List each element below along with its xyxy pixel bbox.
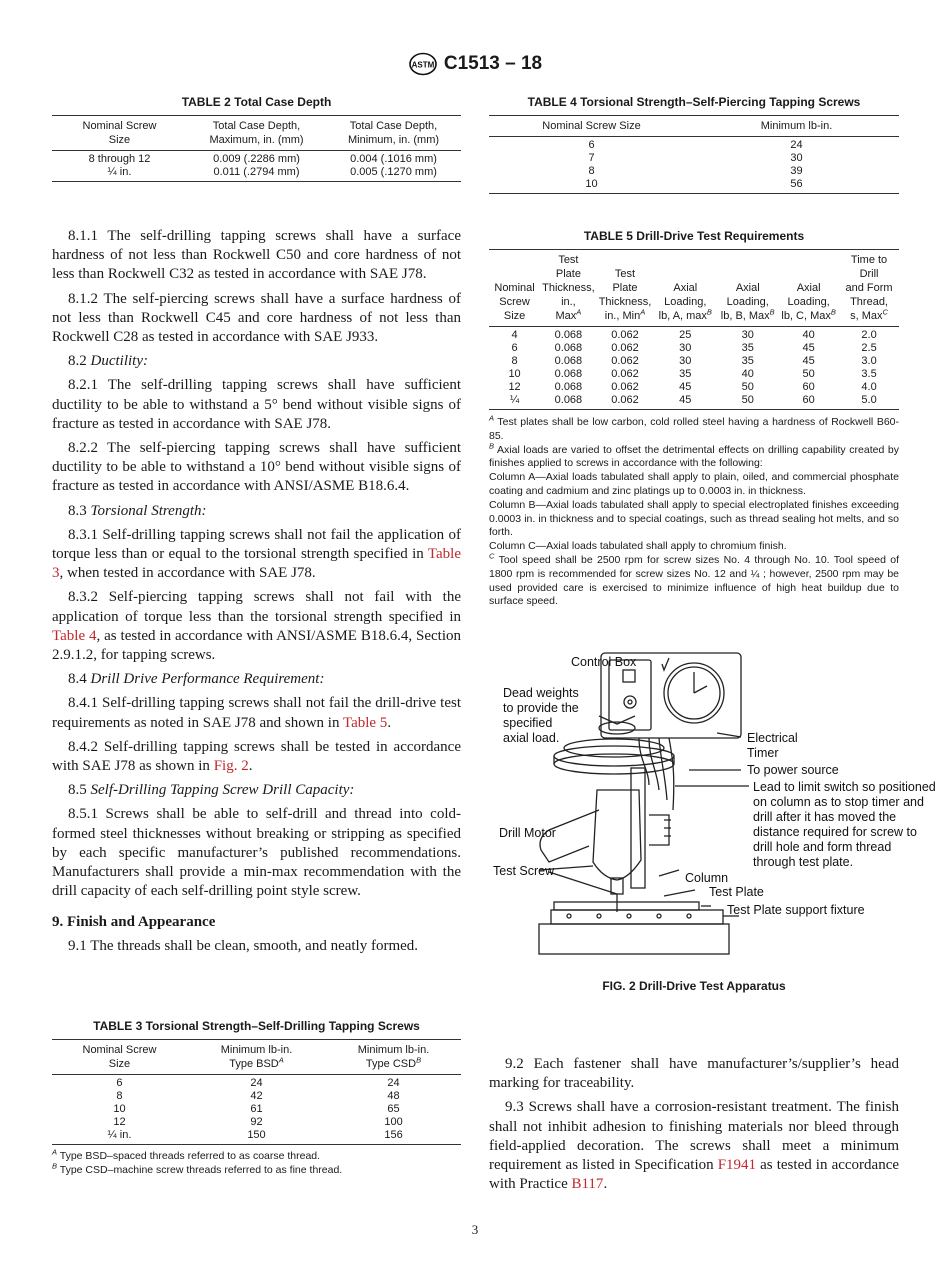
table-cell: 30 xyxy=(679,355,692,367)
paragraph-9-2: 9.2 Each fastener shall have manufacturer’s/supplier’s head marking for traceability. xyxy=(489,1056,899,1092)
table-cell: 0.068 xyxy=(540,394,597,410)
table-row xyxy=(52,1129,461,1145)
table-3-link[interactable]: Table 3 xyxy=(52,546,461,582)
f1941-link[interactable]: F1941 xyxy=(717,1157,757,1174)
table-3 xyxy=(52,1019,461,1178)
table-header-cell: Axial Loading, lb, C, Max$^B$ xyxy=(778,250,839,327)
page-number: 3 xyxy=(471,1222,479,1237)
limit-switch-label-1: Lead to limit switch so positioned xyxy=(753,780,936,794)
table-row xyxy=(489,355,899,368)
table-cell: 10 xyxy=(489,178,694,194)
table-cell: ¼ in. xyxy=(52,166,187,182)
drill-motor-shape xyxy=(593,790,641,880)
table-cell: 0.011 (.2794 mm) xyxy=(187,166,326,182)
table-cell: 0.062 xyxy=(611,329,639,341)
table-cell: 60 xyxy=(778,394,839,410)
table-row xyxy=(489,165,899,178)
paragraph-8-5-1: 8.5.1 Screws shall be able to self-drill and thread into cold-formed steel thicknesses without breaking or stripping as specified by each specific manufacturer’s published recommendations. Manufacturers shall provide a min-max recommendation with the drill capacity of each self-drilling point style screw. xyxy=(52,806,461,900)
table-cell: 30 xyxy=(679,342,692,354)
table-cell: 8 xyxy=(588,165,595,177)
astm-logo-icon xyxy=(408,52,438,76)
table-cell: 61 xyxy=(250,1103,263,1115)
table-cell: 50 xyxy=(717,394,778,410)
footnote-a: $^A$ Type BSD–spaced threads referred to as coarse thread. xyxy=(52,1147,321,1162)
table-row xyxy=(52,151,461,167)
table-cell: 12 xyxy=(508,381,521,393)
limit-switch-label-6: through test plate. xyxy=(753,855,854,869)
table-header-cell: Nominal Screw Size xyxy=(52,116,187,151)
table-row xyxy=(489,381,899,394)
table-header-cell: Nominal Screw Size xyxy=(489,250,540,327)
table-cell: 24 xyxy=(250,1077,263,1089)
table-header-cell: Nominal Screw Size xyxy=(489,116,694,137)
table-row xyxy=(489,368,899,381)
table-cell: 150 xyxy=(187,1129,326,1145)
table-cell: 10 xyxy=(508,368,521,380)
table-2-grid xyxy=(52,115,461,182)
table-4 xyxy=(489,95,899,194)
table-cell: 45 xyxy=(802,342,815,354)
table-cell: 12 xyxy=(113,1116,126,1128)
table-cell: 0.062 xyxy=(611,355,639,367)
table-cell: ¼ in. xyxy=(52,1129,187,1145)
table-header-cell: Minimum lb-in. Type $CSD^B$ xyxy=(326,1040,461,1075)
table-cell: 0.068 xyxy=(554,329,583,341)
right-column-text xyxy=(489,1055,899,1199)
table-cell: 0.062 xyxy=(611,368,639,380)
drill-drive-apparatus-diagram xyxy=(489,650,936,960)
table-4-caption: TABLE 4 Torsional Strength–Self-Piercing Tapping Screws xyxy=(527,95,861,109)
table-cell: 92 xyxy=(250,1116,263,1128)
table-cell: 60 xyxy=(802,381,815,393)
power-source-label: To power source xyxy=(747,763,839,777)
table-cell: 2.5 xyxy=(861,342,877,354)
table-cell: 30 xyxy=(741,329,754,341)
paragraph-8-1-2: 8.1.2 The self-piercing screws shall have a surface hardness of not less than Rockwell C45 and core hardness of not less than Rockwell C28 as tested in accordance with SAE J933. xyxy=(52,290,461,346)
table-cell: 65 xyxy=(387,1103,400,1115)
b117-link[interactable]: B117 xyxy=(571,1176,604,1193)
table-5-footnotes xyxy=(489,413,899,609)
table-row xyxy=(52,1075,461,1091)
table-cell: 3.0 xyxy=(861,355,877,367)
table-cell: 8 through 12 xyxy=(88,153,151,165)
table-5-grid xyxy=(489,249,899,410)
control-box-label: Control Box xyxy=(571,655,637,669)
table-cell: 35 xyxy=(741,355,754,367)
table-header-cell: Test Plate Thickness, in., Max$^A$ xyxy=(540,250,597,327)
table-cell: 0.068 xyxy=(554,381,583,393)
column-label: Column xyxy=(685,871,729,885)
table-cell: 8 xyxy=(116,1090,123,1102)
figure-2 xyxy=(489,650,936,960)
table-row xyxy=(52,1116,461,1129)
table-header-cell: Total Case Depth, Minimum, in. (mm) xyxy=(326,116,461,151)
section-8-2-heading: 8.2 Ductility: xyxy=(68,353,148,370)
table-cell: 42 xyxy=(250,1090,263,1102)
table-cell: 56 xyxy=(694,178,899,194)
table-cell: 7 xyxy=(588,152,595,164)
table-header-cell: Time to Drill and Form Thread, s, Max$^C$ xyxy=(839,250,899,327)
table-2 xyxy=(52,95,461,182)
table-5 xyxy=(489,229,899,609)
table-cell: 0.062 xyxy=(611,381,639,393)
table-cell: 45 xyxy=(679,381,692,393)
footnote-a: $^A$ Test plates shall be low carbon, cold rolled steel having a hardness of Rockwell B60-85. xyxy=(489,413,899,442)
table-cell: 35 xyxy=(741,342,754,354)
footnote-column-a: Column A—Axial loads tabulated shall apply to plain, oiled, and commercial phosphate coating and cadmium and zinc platings up to 0.0003 in. in thickness. xyxy=(489,471,899,497)
section-8-4-heading: 8.4 Drill Drive Performance Requirement: xyxy=(68,671,325,688)
paragraph-8-2-2: 8.2.2 The self-piercing tapping screws shall have sufficient ductility to be able to withstand a 10° bend without visible signs of fracture as tested in accordance with ANSI/ASME B18.6.4. xyxy=(52,440,461,495)
section-8-3-heading: 8.3 Torsional Strength: xyxy=(68,502,207,519)
table-4-link[interactable]: Table 4 xyxy=(52,627,97,644)
table-cell: ¼ xyxy=(489,394,540,410)
figure-2-caption: FIG. 2 Drill-Drive Test Apparatus xyxy=(602,979,786,993)
footnote-column-b: Column B—Axial loads tabulated shall apply to special electroplated finishes exceeding 0.0003 in. in thickness and to special coatings, such as thread sealing hot melts, and so forth. xyxy=(489,498,899,539)
table-row xyxy=(489,327,899,343)
table-cell: 6 xyxy=(511,342,518,354)
table-cell: 40 xyxy=(741,368,754,380)
table-cell: 35 xyxy=(679,368,692,380)
table-header-cell: Nominal Screw Size xyxy=(52,1040,187,1075)
dead-weights-label-2: to provide the xyxy=(503,701,579,715)
table-3-grid xyxy=(52,1039,461,1145)
table-cell: 50 xyxy=(802,368,815,380)
table-cell: 0.009 (.2286 mm) xyxy=(213,153,300,165)
table-cell: 4 xyxy=(511,329,518,341)
table-row xyxy=(52,166,461,182)
paragraph-9-3: 9.3 Screws shall have a corrosion-resistant treatment. The finish shall not inhibit adhesion to finishing materials nor bleed through field-applied decoration. The screws shall meet a minimum requirement as listed in Specification F1941 as tested in accordance with Practice B117. xyxy=(489,1099,900,1193)
left-column-text xyxy=(52,227,461,961)
table-cell: 45 xyxy=(802,355,815,367)
dead-weights-label-3: specified xyxy=(503,716,553,730)
table-cell: 0.004 (.1016 mm) xyxy=(350,153,437,165)
paragraph-8-1-1: 8.1.1 The self-drilling tapping screws shall have a surface hardness of not less than Rockwell C50 and core hardness of not less than Rockwell C32 as tested in accordance with SAE J78. xyxy=(52,228,461,283)
table-cell: 0.068 xyxy=(554,355,583,367)
table-cell: 24 xyxy=(387,1077,400,1089)
support-fixture-label: Test Plate support fixture xyxy=(727,903,865,917)
table-row xyxy=(489,137,899,153)
table-row xyxy=(489,152,899,165)
table-cell: 39 xyxy=(790,165,803,177)
table-cell: 0.005 (.1270 mm) xyxy=(326,166,461,182)
table-4-grid xyxy=(489,115,899,194)
table-cell: 3.5 xyxy=(861,368,877,380)
electrical-timer-label-2: Timer xyxy=(747,746,779,760)
table-3-footnotes xyxy=(52,1147,461,1178)
limit-switch-label-3: drill after it has moved the xyxy=(753,810,897,824)
test-screw-label: Test Screw xyxy=(493,864,555,878)
paragraph-8-3-2: 8.3.2 Self-piercing tapping screws shall not fail with the application of torque less than the torsional strength specified in Table 4, as tested in accordance with ANSI/ASME B18.6.4, Section 2.9.1.2, for tapping screws. xyxy=(52,589,461,664)
dead-weights-label-1: Dead weights xyxy=(503,686,579,700)
table-cell: 30 xyxy=(790,152,803,164)
fixture-shape xyxy=(539,924,729,954)
table-header-cell: Total Case Depth, Maximum, in. (mm) xyxy=(187,116,326,151)
table-header-cell: Test Plate Thickness, in., Min$^A$ xyxy=(597,250,654,327)
table-cell: 156 xyxy=(326,1129,461,1145)
table-cell: 0.062 xyxy=(597,394,654,410)
table-cell: 2.0 xyxy=(861,329,877,341)
electrical-timer-label-1: Electrical xyxy=(747,731,798,745)
table-row xyxy=(52,1090,461,1103)
table-cell: 100 xyxy=(384,1116,403,1128)
table-header-cell: Axial Loading, lb, A, $\max^B$ xyxy=(653,250,717,327)
footnote-column-c: Column C—Axial loads tabulated shall apply to chromium finish. xyxy=(489,540,787,553)
paragraph-8-3-1: 8.3.1 Self-drilling tapping screws shall not fail the application of torque less than or equal to the torsional strength specified in Table 3, when tested in accordance with SAE J78. xyxy=(52,526,461,582)
table-cell: 0.068 xyxy=(554,342,583,354)
paragraph-8-4-1: 8.4.1 Self-drilling tapping screws shall not fail the drill-drive test requirements as noted in SAE J78 and shown in Table 5. xyxy=(52,695,461,731)
page-header xyxy=(0,52,950,81)
limit-switch-label-4: distance required for screw to xyxy=(753,825,917,839)
table-2-caption: TABLE 2 Total Case Depth xyxy=(181,95,332,109)
fig-2-link[interactable]: Fig. 2 xyxy=(213,758,249,775)
table-cell: 24 xyxy=(790,139,803,151)
table-row xyxy=(489,342,899,355)
paragraph-8-2-1: 8.2.1 The self-drilling tapping screws shall have sufficient ductility to be able to withstand a 5° bend without visible signs of fracture as tested in accordance with SAE J78. xyxy=(52,377,461,432)
table-cell: 10 xyxy=(113,1103,126,1115)
limit-switch-label-5: drill hole and form thread xyxy=(753,840,892,854)
table-row xyxy=(489,178,899,194)
table-header-cell: Minimum lb-in. xyxy=(694,116,899,137)
table-cell: 4.0 xyxy=(861,381,877,393)
table-3-caption: TABLE 3 Torsional Strength–Self-Drilling Tapping Screws xyxy=(93,1019,420,1033)
table-cell: 5.0 xyxy=(839,394,899,410)
table-cell: 40 xyxy=(802,329,815,341)
table-header-cell: Minimum lb-in. Type $BSD^A$ xyxy=(187,1040,326,1075)
table-5-caption: TABLE 5 Drill-Drive Test Requirements xyxy=(583,229,805,243)
paragraph-8-4-2: 8.4.2 Self-drilling tapping screws shall be tested in accordance with SAE J78 as shown in Fig. 2. xyxy=(52,738,461,775)
table-cell: 45 xyxy=(653,394,717,410)
table-cell: 0.068 xyxy=(554,368,583,380)
table-cell: 0.062 xyxy=(611,342,639,354)
logo-text: ASTM xyxy=(411,60,435,70)
dead-weights-label-4: axial load. xyxy=(503,731,560,745)
footnote-b: $^B$ Type CSD–machine screw threads referred to as fine thread. xyxy=(52,1161,343,1176)
drill-motor-label: Drill Motor xyxy=(499,826,556,840)
table-cell: 6 xyxy=(588,139,595,151)
table-cell: 25 xyxy=(679,329,692,341)
paragraph-9-1: 9.1 The threads shall be clean, smooth, and neatly formed. xyxy=(68,937,419,954)
table-5-link[interactable]: Table 5 xyxy=(342,714,388,731)
footnote-b: $^B$ Axial loads are varied to offset the detrimental effects on drilling capability created by finishes applied to screws in accordance with the following: xyxy=(489,441,899,470)
table-row xyxy=(52,1103,461,1116)
footnote-c: $^C$ Tool speed shall be 2500 rpm for screw sizes No. 4 through No. 10. Tool speed of 1800 rpm is recommended for screw sizes No. 12 and ¼ ; however, 2500 rpm may be used provided care is exercised to minimize influence of high heat buildup due to surface speed. xyxy=(489,551,899,608)
limit-switch-label-2: on column as to stop timer and xyxy=(753,795,924,809)
test-plate-shape xyxy=(554,902,699,910)
section-9-heading: 9. Finish and Appearance xyxy=(52,913,216,930)
section-8-5-heading: 8.5 Self-Drilling Tapping Screw Drill Capacity: xyxy=(68,782,355,799)
standard-designation: C1513 – 18 xyxy=(443,53,543,74)
table-cell: 50 xyxy=(741,381,754,393)
table-header-cell: Axial Loading, lb, B, Max$^B$ xyxy=(717,250,778,327)
test-plate-label: Test Plate xyxy=(709,885,764,899)
table-cell: 48 xyxy=(387,1090,400,1102)
table-cell: 8 xyxy=(511,355,518,367)
table-cell: 6 xyxy=(116,1077,123,1089)
table-row xyxy=(489,394,899,410)
